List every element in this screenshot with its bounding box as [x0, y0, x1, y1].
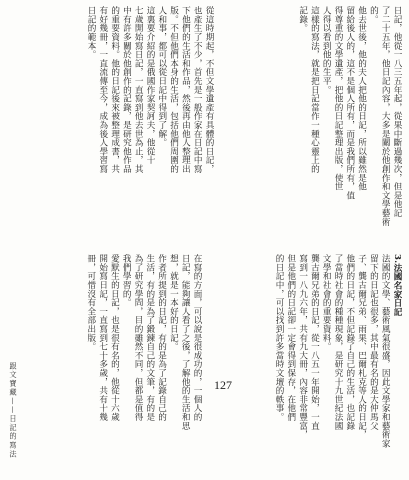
- section-heading: 3.法國名家日記: [392, 254, 402, 317]
- text-block-upper-left: 從這時期起，不但文學遺產有具體的日記， 也產生了不少，首先是一般作家在日記中寫 下他們的生活和作品，然後再由他人整理出 版。不但他們本身的生活，包括他們周圍的 人和事，都可以從日記中得到了解。 這裏要介紹的是俄國作家契訶夫，他從十 七歲開始寫日記，一直寫到他去世為止，其 中有許多關於他創作的記錄，是研究他作品 的重要資料。他的日記後來被整理成書，共 有好幾冊，一直流傳至今，成為後人學習寫 日記的範本。: [86, 6, 214, 174]
- section-body: 法國的文學、藝術風氣很盛，因此文學家和藝術家 留下的日記也很多，其中最有名的是大仲馬父 子、龔古爾兄弟、雨果、巴爾札克等人的日記， 他們的日記，不但記錄了自己的生活，也記錄 了當時社會的種種現象，是研究十九世紀法國 文學和社會的重要資料。 龔古爾兄弟的日記，從一八五一年開始，一直 寫到一八九六年，共有九大冊，內容非常豐富， 但是他們的日記卻一定會得到保存，在他們 的日記中，可以找到許多當時文壇的軼事。: [274, 254, 391, 448]
- text-block-lower-left: 在寫的方面，可以說是很成功的，一個人的 日記，能夠讓人看了之後，了解他的生活和思 想，就是一本好的日記。 作者所提到的日記，有的是為了記錄自己的 生活，有的是為了鍛鍊自己的文筆，有的是 為了研究學問，目的雖然不同，但都是值得 我們學習的。 愛默生的日記，也是很有名的，他從十六歲 開始寫日記，一直寫到七十多歲，共有十幾 冊，可惜沒有全部出版。: [85, 254, 202, 430]
- page-number: 127: [214, 378, 232, 392]
- running-head: 跟文寶藏——日記的寫法: [9, 362, 18, 459]
- text-block-lower-right: [250, 254, 402, 464]
- text-block-upper-right: 日記，他從一八三五年起，從果中斷過幾次，但是他記 了二十五年，他日記內容，大多是關於他創作和文學藝術 的。 他去世後，他的夫人把他的日記，所以雖然是他 留給後人的，這不是個人所有，而是我們所有，值 得尊重的文學遺產，把他的日記整理出版，使世 人得以看到他的生平。 這樣的寫法，就是把日記當作一種心靈上的 記錄。: [297, 6, 402, 226]
